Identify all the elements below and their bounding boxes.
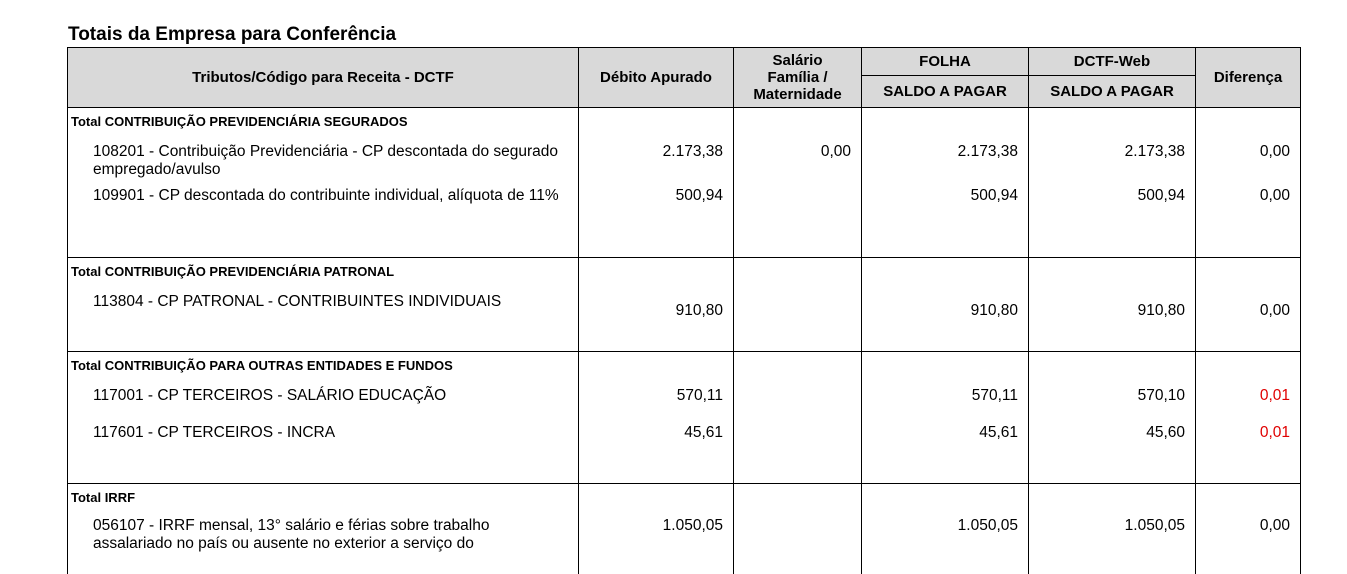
group-title: Total CONTRIBUIÇÃO PARA OUTRAS ENTIDADES E FUNDOS (68, 352, 578, 373)
group-irrf (68, 484, 1301, 574)
item-description: 108201 - Contribuição Previdenciária - CP descontada do segurado empregado/avulso (93, 143, 573, 179)
item-description: 056107 - IRRF mensal, 13° salário e férias sobre trabalho assalariado no país ou ausente no exterior a serviço do (93, 517, 573, 553)
header-folha: FOLHA (862, 48, 1029, 76)
folha-value: 45,61 (979, 424, 1018, 442)
folha-value: 570,11 (972, 387, 1018, 405)
dctf-value: 910,80 (1138, 302, 1185, 320)
folha-value: 500,94 (971, 187, 1018, 205)
header-saldo-folha: SALDO A PAGAR (862, 76, 1029, 108)
header-salario-familia (734, 48, 862, 108)
diferenca-value: 0,00 (1260, 302, 1290, 320)
group-title: Total CONTRIBUIÇÃO PREVIDENCIÁRIA PATRONAL (68, 258, 578, 279)
dctf-value: 1.050,05 (1125, 517, 1185, 535)
item-description: 113804 - CP PATRONAL - CONTRIBUINTES INDIVIDUAIS (93, 293, 573, 311)
header-salario-line2: Família / (767, 69, 827, 86)
group-patronal (68, 258, 1301, 352)
diferenca-value-highlighted: 0,01 (1260, 424, 1290, 442)
group-title: Total IRRF (68, 484, 578, 505)
debito-value: 500,94 (676, 187, 723, 205)
group-outras-entidades (68, 352, 1301, 484)
diferenca-value: 0,00 (1260, 143, 1290, 161)
header-salario-line1: Salário (772, 52, 822, 69)
diferenca-value: 0,00 (1260, 187, 1290, 205)
item-description: 117601 - CP TERCEIROS - INCRA (93, 424, 573, 442)
group-segurados (68, 108, 1301, 258)
totals-table (67, 47, 1301, 574)
group-title: Total CONTRIBUIÇÃO PREVIDENCIÁRIA SEGURADOS (68, 108, 578, 129)
diferenca-value-highlighted: 0,01 (1260, 387, 1290, 405)
salario-familia-value: 0,00 (821, 143, 851, 161)
folha-value: 1.050,05 (958, 517, 1018, 535)
dctf-value: 2.173,38 (1125, 143, 1185, 161)
folha-value: 910,80 (971, 302, 1018, 320)
debito-value: 1.050,05 (663, 517, 723, 535)
debito-value: 570,11 (677, 387, 723, 405)
item-description: 117001 - CP TERCEIROS - SALÁRIO EDUCAÇÃO (93, 387, 573, 405)
item-description: 109901 - CP descontada do contribuinte individual, alíquota de 11% (93, 187, 573, 205)
folha-value: 2.173,38 (958, 143, 1018, 161)
header-tributos: Tributos/Código para Receita - DCTF (68, 48, 579, 108)
report-title: Totais da Empresa para Conferência (68, 24, 396, 46)
header-debito-apurado: Débito Apurado (579, 48, 734, 108)
diferenca-value: 0,00 (1260, 517, 1290, 535)
header-salario-line3: Maternidade (753, 86, 841, 103)
debito-value: 2.173,38 (663, 143, 723, 161)
header-saldo-dctf: SALDO A PAGAR (1029, 76, 1196, 108)
debito-value: 910,80 (676, 302, 723, 320)
header-diferenca: Diferença (1196, 48, 1301, 108)
dctf-value: 45,60 (1146, 424, 1185, 442)
dctf-value: 570,10 (1138, 387, 1185, 405)
dctf-value: 500,94 (1138, 187, 1185, 205)
debito-value: 45,61 (684, 424, 723, 442)
header-dctf-web: DCTF-Web (1029, 48, 1196, 76)
